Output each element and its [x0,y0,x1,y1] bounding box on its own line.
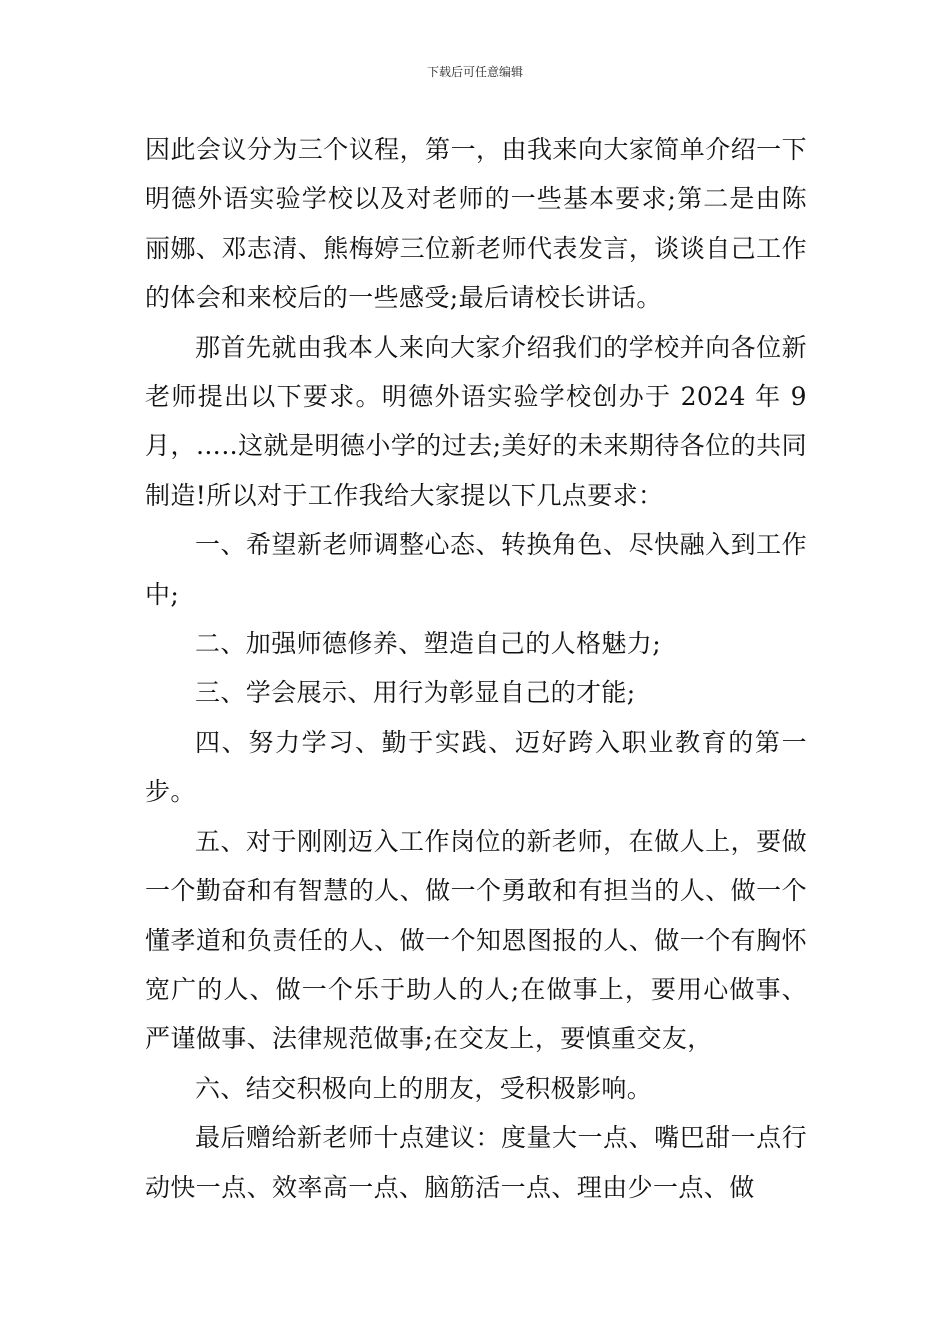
document-body [145,125,807,1212]
requirement-item-5: 五、对于刚刚迈入工作岗位的新老师，在做人上，要做一个勤奋和有智慧的人、做一个勇敢和有担当的人、做一个懂孝道和负责任的人、做一个知恩图报的人、做一个有胸怀宽广的人、做一个乐于助人的人;在做事上，要用心做事、严谨做事、法律规范做事;在交友上，要慎重交友， [145,826,807,1054]
page-header: 下载后可任意编辑 [426,65,523,79]
requirement-item-4: 四、努力学习、勤于实践、迈好跨入职业教育的第一步。 [145,727,807,807]
paragraph-meeting-agenda: 因此会议分为三个议程，第一，由我来向大家简单介绍一下明德外语实验学校以及对老师的一些基本要求;第二是由陈丽娜、邓志清、熊梅婷三位新老师代表发言，谈谈自己工作的体会和来校后的一些感受;最后请校长讲话。 [145,135,807,313]
requirement-item-2: 二、加强师德修养、塑造自己的人格魅力; [195,629,662,659]
requirement-item-3: 三、学会展示、用行为彰显自己的才能; [195,678,636,708]
requirement-item-1: 一、希望新老师调整心态、转换角色、尽快融入到工作中; [145,530,807,609]
paragraph-ten-suggestions: 最后赠给新老师十点建议：度量大一点、嘴巴甜一点行动快一点、效率高一点、脑筋活一点、理由少一点、做 [145,1123,807,1202]
requirement-item-6: 六、结交积极向上的朋友，受积极影响。 [195,1073,653,1103]
paragraph-school-introduction: 那首先就由我本人来向大家介绍我们的学校并向各位新老师提出以下要求。明德外语实验学校创办于 2024 年 9 月，…..这就是明德小学的过去;美好的未来期待各位的共同制造!所以对于工作我给大家提以下几点要求： [145,332,807,510]
